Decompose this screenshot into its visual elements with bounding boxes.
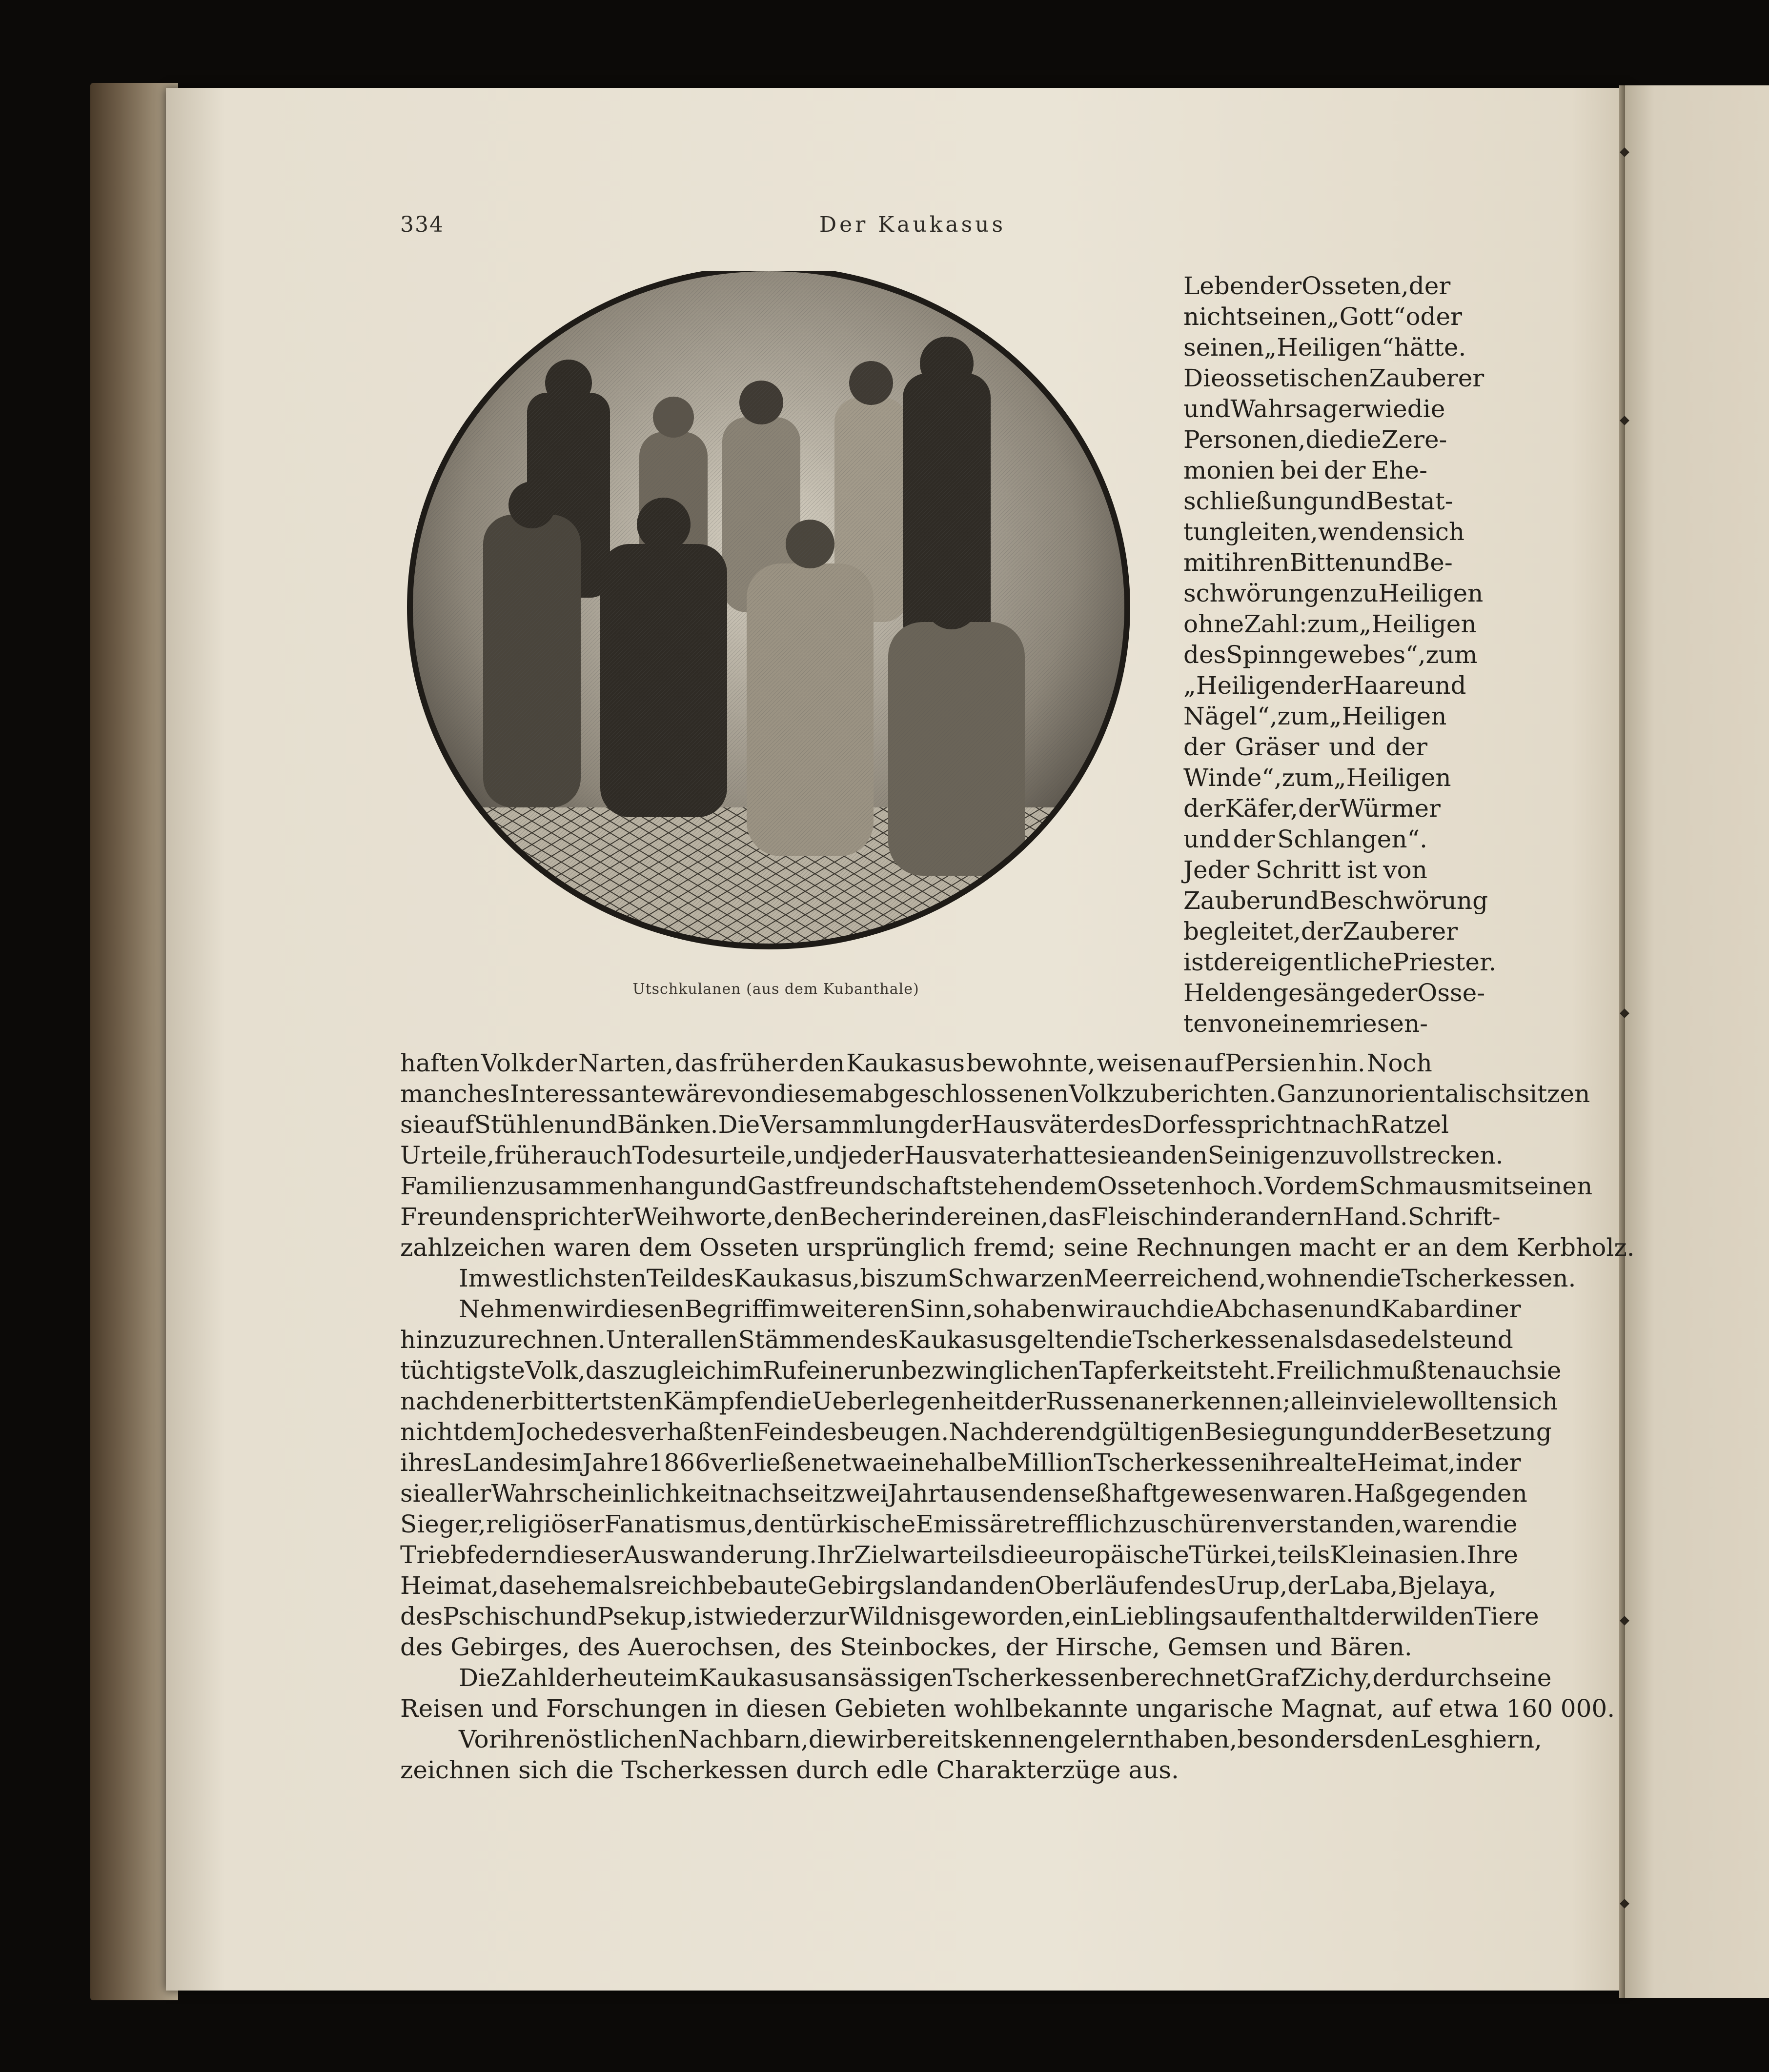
page-header: [400, 212, 1425, 241]
side-text-column: [1183, 271, 1497, 1039]
circular-engraving-illustration: [405, 271, 1132, 964]
page-number: 334: [400, 212, 444, 237]
text-line: Im westlichsten Teil des Kaukasus, bis zum Schwarzen Meer reichend, wohnen die Tscherkessen.: [459, 1264, 1576, 1292]
text-line: zeichnen sich die Tscherkessen durch edle Charakterzüge aus.: [400, 1756, 1179, 1784]
text-line: ten von einem riesen-: [1183, 1009, 1428, 1038]
text-line: Leben der Osseten, der: [1183, 272, 1451, 300]
text-line: ist der eigentliche Priester.: [1183, 948, 1497, 976]
body-text: [400, 1048, 1635, 1786]
text-line: haften Volk der Narten, das früher den Kaukasus bewohnte, weisen auf Persien hin. Noch: [400, 1049, 1432, 1077]
text-line: Vor ihren östlichen Nachbarn, die wir bereits kennen gelernt haben, besonders den Lesghiern,: [459, 1725, 1542, 1753]
text-line: nicht seinen „Gott“ oder: [1183, 302, 1463, 331]
text-line: und Wahrsager wie die: [1183, 395, 1445, 423]
text-line: sie aller Wahrscheinlichkeit nach seit zwei Jahrtausenden seßhaft gewesen waren. Haß gegen den: [400, 1479, 1527, 1508]
text-line: Freunden spricht er Weihworte, den Becher in der einen, das Fleisch in der andern Hand. Schrift-: [400, 1203, 1501, 1231]
text-line: tüchtigste Volk, das zugleich im Ruf einer unbezwinglichen Tapferkeit steht. Freilich mußten auch sie: [400, 1356, 1562, 1385]
text-line: schließung und Bestat-: [1183, 487, 1453, 515]
text-line: Jeder Schritt ist von: [1183, 856, 1427, 884]
text-line: des Gebirges, des Auerochsen, des Steinbockes, der Hirsche, Gemsen und Bären.: [400, 1633, 1412, 1661]
text-line: Reisen und Forschungen in diesen Gebieten wohlbekannte ungarische Magnat, auf etwa 160 000.: [400, 1694, 1615, 1723]
text-line: Zauber und Beschwörung: [1183, 886, 1488, 915]
text-line: Winde“, zum „Heiligen: [1183, 764, 1451, 792]
text-line: sie auf Stühlen und Bänken. Die Versammlung der Hausväter des Dorfes spricht nach Ratzel: [400, 1110, 1449, 1139]
text-line: monien bei der Ehe-: [1183, 456, 1427, 484]
text-line: Personen, die die Zere-: [1183, 425, 1447, 454]
text-line: zahlzeichen waren dem Osseten ursprünglich fremd; seine Rechnungen macht er an dem Kerbholz.: [400, 1233, 1635, 1262]
text-line: ohne Zahl: zum „Heiligen: [1183, 610, 1477, 638]
text-line: der Gräser und der: [1183, 733, 1427, 761]
text-line: des Spinngewebes“, zum: [1183, 641, 1478, 669]
text-line: Nägel“, zum „Heiligen: [1183, 702, 1447, 730]
text-line: schwörungen zu Heiligen: [1183, 579, 1484, 607]
text-line: Nehmen wir diesen Begriff im weiteren Sinn, so haben wir auch die Abchasen und Kabardiner: [459, 1295, 1521, 1323]
text-line: nicht dem Joche des verhaßten Feindes beugen. Nach der endgültigen Besiegung und der Besetzung: [400, 1418, 1552, 1446]
text-line: der Käfer, der Würmer: [1183, 794, 1441, 823]
running-title: Der Kaukasus: [819, 212, 1006, 237]
text-line: Die ossetischen Zauberer: [1183, 364, 1484, 392]
text-line: nach den erbittertsten Kämpfen die Ueberlegenheit der Russen anerkennen; allein viele wollten sich: [400, 1387, 1558, 1415]
book-edge: [90, 83, 178, 2000]
text-line: Triebfedern dieser Auswanderung. Ihr Ziel war teils die europäische Türkei, teils Kleinasien. Ihre: [400, 1541, 1518, 1569]
text-line: manches Interessante wäre von diesem abgeschlossenen Volk zu berichten. Ganz unorientalisch sitzen: [400, 1080, 1590, 1108]
text-line: ihres Landes im Jahre 1866 verließen etwa eine halbe Million Tscherkessen ihre alte Heimat, in der: [400, 1448, 1521, 1477]
text-line: Sieger, religiöser Fanatismus, den türkische Emissäre trefflich zu schüren verstanden, waren die: [400, 1510, 1518, 1538]
text-line: mit ihren Bitten und Be-: [1183, 548, 1453, 577]
text-line: tung leiten, wenden sich: [1183, 518, 1465, 546]
text-line: Urteile, früher auch Todesurteile, und jeder Hausvater hatte sie an den Seinigen zu vollstrecken.: [400, 1141, 1504, 1169]
text-line: hinzuzurechnen. Unter allen Stämmen des Kaukasus gelten die Tscherkessen als das edelste und: [400, 1326, 1513, 1354]
text-line: des Pschisch und Psekup, ist wieder zur Wildnis geworden, ein Lieblingsaufenthalt der wilden Tiere: [400, 1602, 1539, 1630]
figure-caption: Utschkulanen (aus dem Kubanthale): [632, 981, 919, 998]
next-page-edge: [1625, 85, 1769, 1998]
text-line: Die Zahl der heute im Kaukasus ansässigen Tscherkessen berechnet Graf Zichy, der durch seine: [459, 1664, 1552, 1692]
text-line: Heimat, das ehemals reich bebaute Gebirgsland an den Oberläufen des Urup, der Laba, Bjelaya,: [400, 1571, 1497, 1600]
text-line: „Heiligen der Haare und: [1183, 671, 1466, 700]
text-line: Familienzusammenhang und Gastfreundschaft stehen dem Osseten hoch. Vor dem Schmaus mit seinen: [400, 1172, 1593, 1200]
text-line: und der Schlangen“.: [1183, 825, 1427, 853]
text-line: Heldengesänge der Osse-: [1183, 979, 1485, 1007]
text-line: seinen „Heiligen“ hätte.: [1183, 333, 1466, 362]
text-line: begleitet, der Zauberer: [1183, 917, 1458, 945]
